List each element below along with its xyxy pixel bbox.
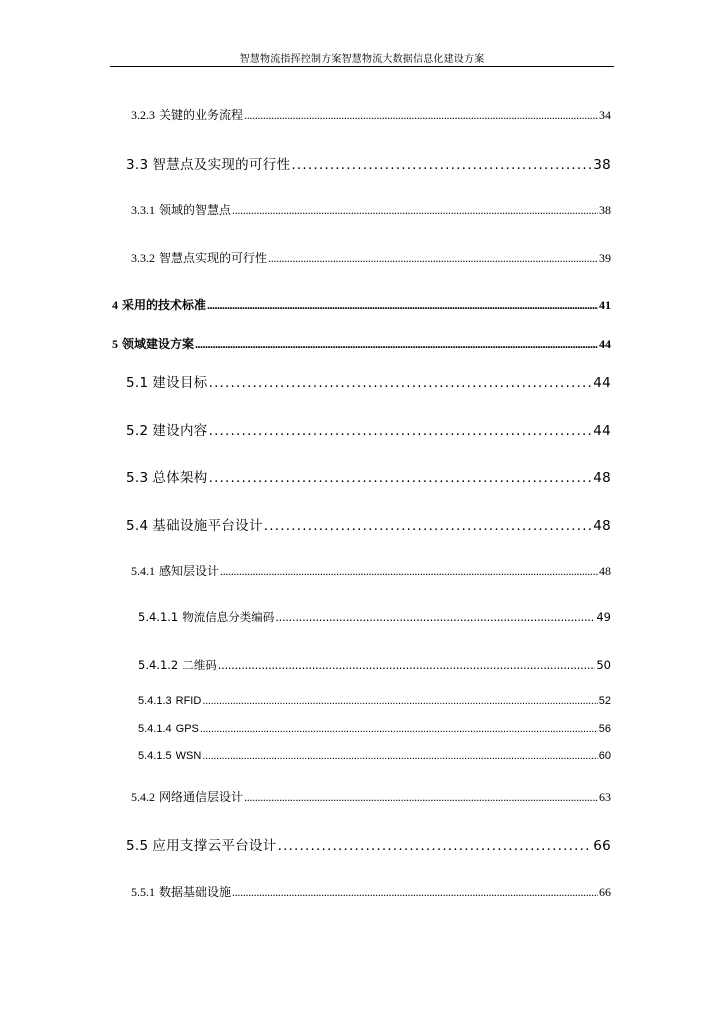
toc-entry-title: 关键的业务流程	[159, 108, 244, 122]
toc-dot-leader	[232, 203, 598, 218]
toc-entry[interactable]	[131, 883, 611, 900]
toc-entry-number: 5.1	[126, 375, 149, 391]
toc-entry-number: 5.4.1	[131, 564, 155, 578]
toc-dot-leader	[278, 838, 593, 854]
toc-dot-leader	[202, 750, 597, 762]
toc-dot-leader	[264, 518, 592, 534]
toc-dot-leader	[195, 337, 598, 352]
toc-entry-page: 44	[599, 337, 611, 351]
toc-entry-title: 建设内容	[152, 423, 208, 439]
toc-entry[interactable]	[138, 609, 611, 625]
toc-entry-number: 3.3.2	[131, 251, 155, 265]
toc-entry-page: 50	[596, 658, 611, 672]
toc-entry-title: 网络通信层设计	[159, 790, 244, 804]
toc-entry-page: 49	[596, 610, 611, 624]
toc-entry-number: 5.4.1.1	[138, 610, 179, 624]
toc-entry-title: 总体架构	[152, 470, 208, 486]
toc-entry-number: 5.5.1	[131, 885, 155, 899]
toc-entry-title: GPS	[175, 723, 199, 735]
toc-entry-number: 5.4.1.4	[138, 723, 172, 735]
toc-entry-page: 66	[599, 885, 611, 899]
toc-entry-number: 3.3.1	[131, 203, 155, 217]
toc-entry-page: 60	[598, 750, 611, 762]
toc-entry-title: 领域的智慧点	[159, 203, 232, 217]
page-header-title: 智慧物流指挥控制方案智慧物流大数据信息化建设方案	[239, 54, 485, 65]
toc-entry-page: 63	[599, 790, 611, 804]
toc-entry-title: 智慧点实现的可行性	[159, 251, 268, 265]
toc-entry-page: 52	[598, 695, 611, 707]
toc-entry[interactable]	[126, 834, 611, 854]
toc-dot-leader	[232, 885, 598, 900]
toc-entry[interactable]	[112, 296, 611, 313]
toc-entry-number: 3.3	[126, 157, 149, 173]
toc-entry-title: 智慧点及实现的可行性	[152, 157, 291, 173]
toc-entry-title: 领域建设方案	[122, 337, 195, 351]
toc-entry-number: 5.2	[126, 423, 149, 439]
toc-entry[interactable]	[126, 153, 611, 173]
toc-entry-number: 5	[112, 337, 118, 351]
toc-entry[interactable]	[138, 750, 611, 762]
toc-entry-number: 4	[112, 298, 118, 312]
toc-dot-leader	[209, 470, 593, 486]
toc-entry-number: 5.4.1.5	[138, 750, 172, 762]
toc-entry-page: 38	[593, 157, 611, 173]
toc-entry[interactable]	[131, 201, 611, 218]
toc-entry[interactable]	[131, 562, 611, 579]
toc-entry-title: RFID	[175, 695, 202, 707]
toc-dot-leader	[209, 423, 593, 439]
toc-entry[interactable]	[126, 466, 611, 486]
toc-dot-leader	[218, 658, 596, 672]
toc-entry[interactable]	[138, 657, 611, 673]
toc-entry[interactable]	[131, 106, 611, 123]
toc-entry-page: 48	[593, 518, 611, 534]
toc-dot-leader	[202, 695, 597, 707]
header-divider	[110, 66, 614, 67]
toc-dot-leader	[207, 298, 598, 313]
toc-entry-number: 5.4	[126, 518, 149, 534]
toc-entry-page: 38	[599, 203, 611, 217]
toc-entry[interactable]	[131, 788, 611, 805]
toc-dot-leader	[244, 108, 598, 123]
toc-entry-title: 感知层设计	[159, 564, 220, 578]
toc-entry-title: 基础设施平台设计	[152, 518, 263, 534]
toc-entry-number: 5.5	[126, 838, 149, 854]
toc-entry-title: 物流信息分类编码	[182, 610, 275, 624]
toc-dot-leader	[209, 375, 593, 391]
toc-entry-page: 56	[598, 723, 611, 735]
toc-entry-number: 5.4.2	[131, 790, 155, 804]
toc-entry[interactable]	[126, 514, 611, 534]
toc-dot-leader	[268, 251, 598, 266]
toc-entry[interactable]	[131, 249, 611, 266]
toc-entry-title: WSN	[175, 750, 202, 762]
toc-entry-page: 48	[599, 564, 611, 578]
toc-dot-leader	[244, 790, 598, 805]
toc-entry-title: 数据基础设施	[159, 885, 232, 899]
toc-entry-number: 5.4.1.2	[138, 658, 179, 672]
toc-entry-title: 采用的技术标准	[122, 298, 207, 312]
toc-entry-title: 建设目标	[152, 375, 208, 391]
toc-entry[interactable]	[126, 371, 611, 391]
toc-entry-title: 二维码	[182, 658, 217, 672]
toc-entry[interactable]	[138, 695, 611, 707]
toc-entry[interactable]	[112, 335, 611, 352]
toc-entry[interactable]	[138, 723, 611, 735]
toc-dot-leader	[275, 610, 595, 624]
toc-entry-page: 41	[599, 298, 611, 312]
toc-entry-page: 44	[593, 423, 611, 439]
toc-entry-number: 3.2.3	[131, 108, 155, 122]
toc-entry-number: 5.3	[126, 470, 149, 486]
toc-entry-title: 应用支撑云平台设计	[152, 838, 277, 854]
toc-dot-leader	[291, 157, 592, 173]
toc-dot-leader	[220, 564, 598, 579]
toc-entry[interactable]	[126, 419, 611, 439]
toc-dot-leader	[200, 723, 598, 735]
toc-entry-page: 34	[599, 108, 611, 122]
toc-entry-page: 44	[593, 375, 611, 391]
toc-entry-page: 66	[593, 838, 611, 854]
toc-entry-page: 39	[599, 251, 611, 265]
toc-entry-page: 48	[593, 470, 611, 486]
toc-entry-number: 5.4.1.3	[138, 695, 172, 707]
